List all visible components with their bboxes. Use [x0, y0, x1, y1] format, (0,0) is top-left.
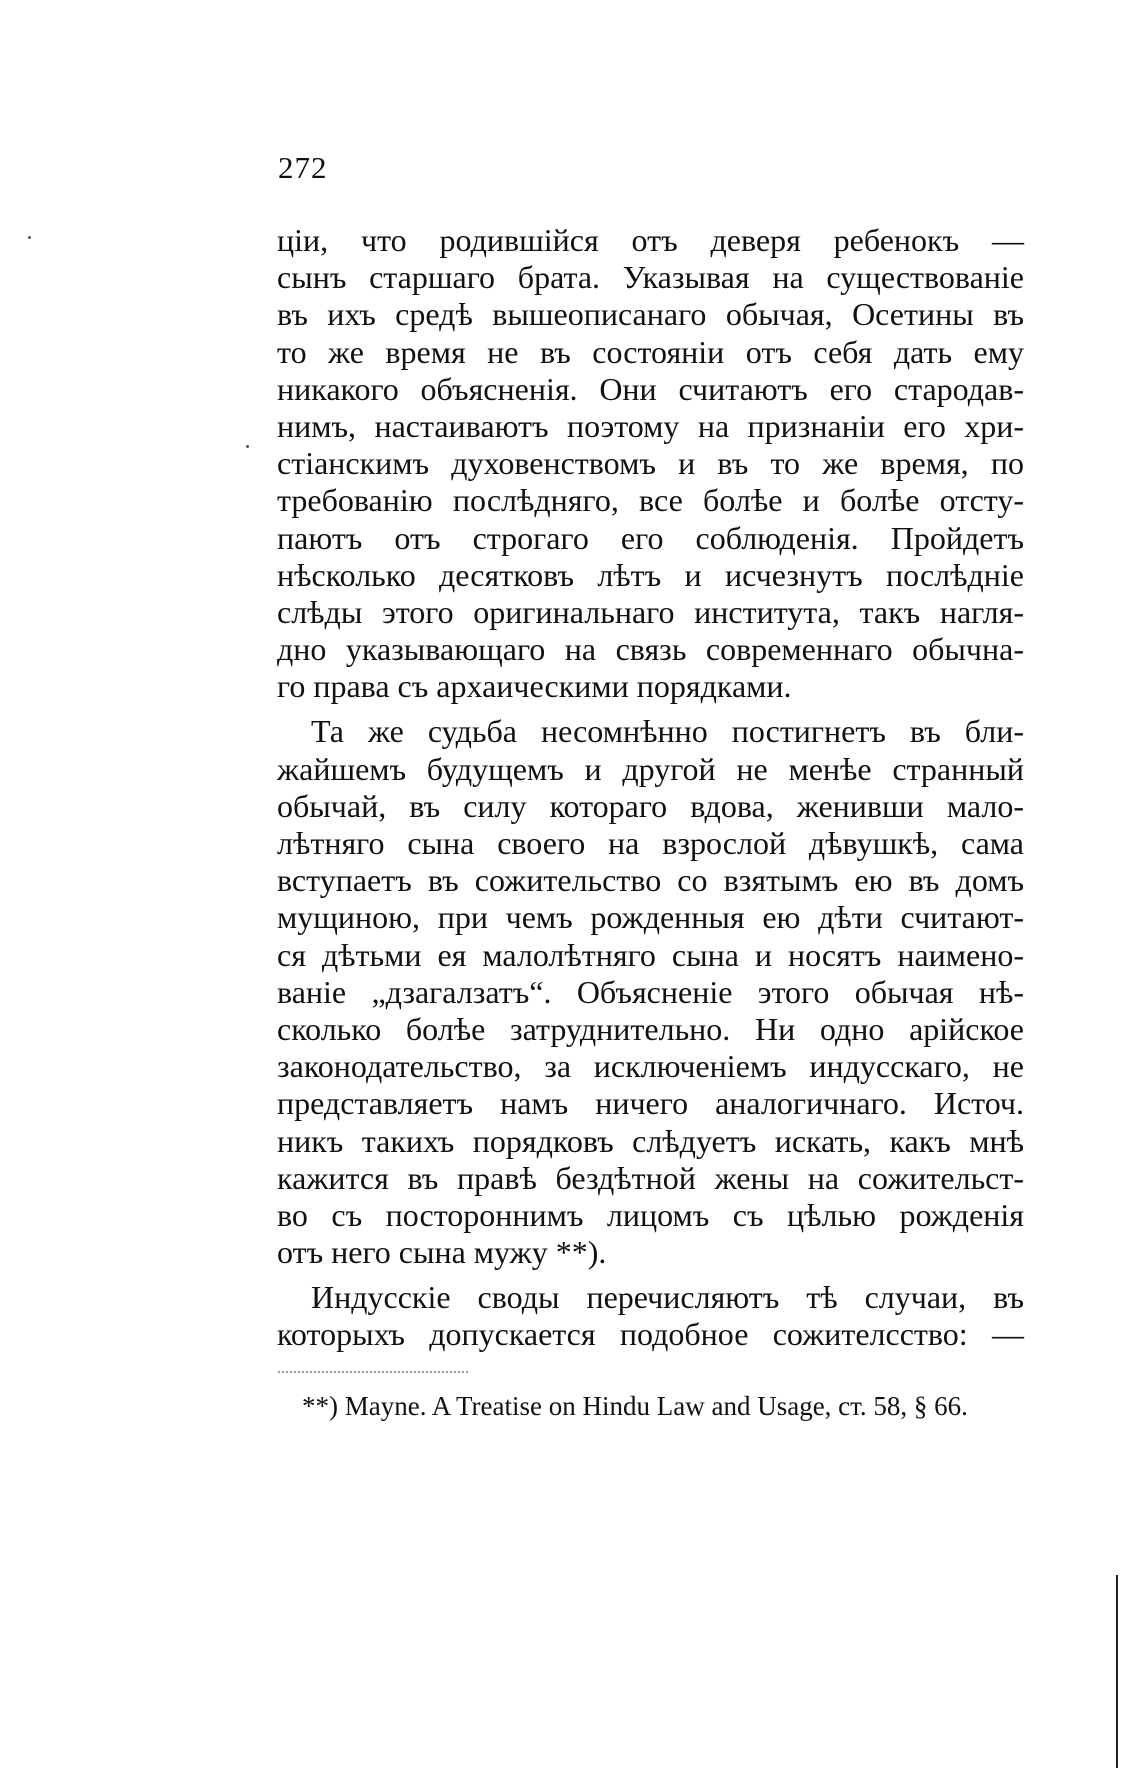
text-line: дно указывающаго на связь современнаго обычна-	[277, 631, 1024, 668]
text-line: отъ него сына мужу **).	[277, 1234, 607, 1271]
text-line: то же время не въ состояніи отъ себя дать ему	[277, 333, 1024, 370]
text-line: во съ постороннимъ лицомъ съ цѣлью рожденія	[277, 1196, 1024, 1233]
text-line: въ ихъ средѣ вышеописанаго обычая, Осетины въ	[277, 296, 1024, 333]
text-line: Индусскіе своды перечисляютъ тѣ случаи, въ	[311, 1279, 1024, 1316]
page-number: 272	[278, 150, 328, 185]
text-line: слѣды этого оригинальнаго института, такъ нагля-	[277, 593, 1024, 630]
text-line: требованію послѣдняго, все болѣе и болѣе отсту-	[277, 482, 1024, 519]
text-line: стіанскимъ духовенствомъ и въ то же время, по	[277, 445, 1024, 482]
body-text	[277, 222, 1024, 1354]
text-line: нимъ, настаиваютъ поэтому на признаніи его хри-	[277, 407, 1024, 444]
text-line: ціи, что родившійся отъ деверя ребенокъ —	[277, 222, 1024, 258]
text-line: которыхъ допускается подобное сожителсство: —	[277, 1316, 1024, 1353]
text-line: лѣтняго сына своего на взрослой дѣвушкѣ, сама	[277, 825, 1024, 861]
text-line: жайшемъ будущемъ и другой не менѣе странный	[277, 750, 1024, 787]
scan-edge-line	[1116, 1575, 1118, 1768]
text-line: нѣсколько десятковъ лѣтъ и исчезнутъ послѣдніе	[277, 556, 1024, 593]
paragraph-gap	[277, 705, 1024, 713]
scan-speck	[28, 236, 31, 239]
text-line: обычай, въ силу котораго вдова, женивши мало-	[277, 787, 1024, 824]
text-line: сынъ старшаго брата. Указывая на существованіе	[277, 259, 1024, 296]
text-line: Та же судьба несомнѣнно постигнетъ въ бли-	[311, 713, 1024, 750]
paragraph-gap	[277, 1271, 1024, 1279]
text-line: кажится въ правѣ бездѣтной жены на сожительст-	[277, 1159, 1024, 1196]
text-line: го права съ архаическими порядками.	[277, 668, 792, 705]
text-line: вступаетъ въ сожительство со взятымъ ею въ домъ	[277, 862, 1024, 899]
footnote: **) Mayne. A Treatise on Hindu Law and Usage, ст. 58, § 66.	[302, 1391, 968, 1421]
text-line: ся дѣтьми ея малолѣтняго сына и носятъ наимено-	[277, 936, 1024, 973]
text-line: законодательство, за исключеніемъ индусскаго, не	[277, 1048, 1024, 1085]
text-line: ваніе „дзагалзатъ“. Объясненіе этого обычая нѣ-	[277, 973, 1024, 1010]
text-line: представляетъ намъ ничего аналогичнаго. Источ.	[277, 1085, 1024, 1122]
text-line: сколько болѣе затруднительно. Ни одно арійское	[277, 1010, 1024, 1047]
text-line: никакого объясненія. Они считаютъ его стародав-	[277, 370, 1024, 407]
scan-speck	[246, 445, 249, 448]
footnote-separator	[278, 1371, 468, 1373]
text-line: никъ такихъ порядковъ слѣдуетъ искать, какъ мнѣ	[277, 1122, 1024, 1159]
text-line: паютъ отъ строгаго его соблюденія. Пройдетъ	[277, 519, 1024, 556]
text-line: мущиною, при чемъ рожденныя ею дѣти считают-	[277, 899, 1024, 936]
